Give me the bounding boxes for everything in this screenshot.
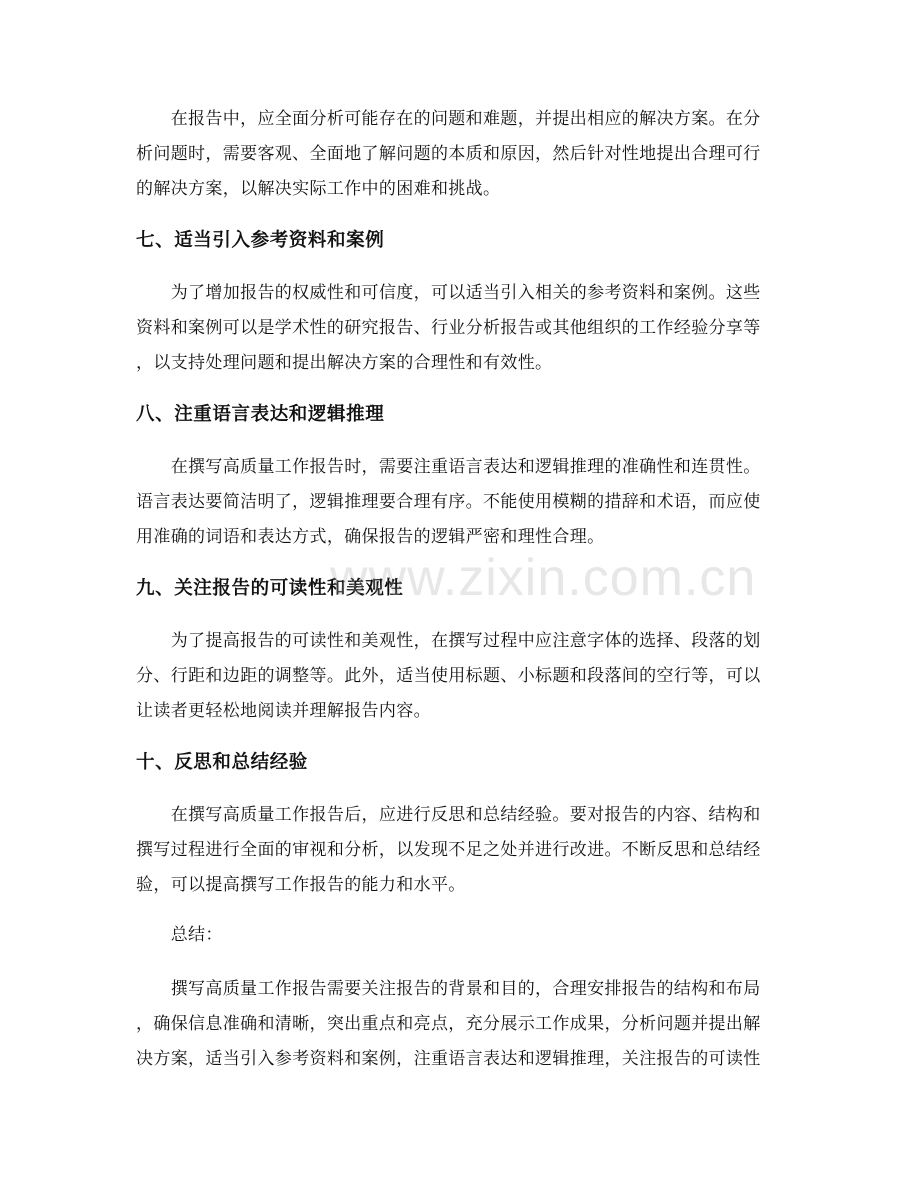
- paragraph-references: [136, 276, 792, 381]
- paragraph-line: 总结：: [136, 925, 223, 945]
- paragraph-line: 决方案，适当引入参考资料和案例，注重语言表达和逻辑推理，关注报告的可读性: [136, 1049, 761, 1069]
- heading-section-7: 七、适当引入参考资料和案例: [136, 230, 385, 251]
- paragraph-line: 撰写过程进行全面的审视和分析，以发现不足之处并进行改进。不断反思和总结经: [136, 840, 761, 860]
- paragraph-line: 在报告中，应全面分析可能存在的问题和难题，并提出相应的解决方案。在分: [136, 109, 761, 129]
- paragraph-line: 验，可以提高撰写工作报告的能力和水平。: [136, 875, 466, 895]
- heading-section-9: 九、关注报告的可读性和美观性: [136, 578, 404, 599]
- paragraph-line: ，确保信息准确和清晰，突出重点和亮点，充分展示工作成果，分析问题并提出解: [136, 1014, 761, 1034]
- paragraph-line: 语言表达要简洁明了，逻辑推理要合理有序。不能使用模糊的措辞和术语，而应使: [136, 492, 761, 512]
- paragraph-line: 分、行距和边距的调整等。此外，适当使用标题、小标题和段落间的空行等，可以: [136, 666, 761, 686]
- paragraph-line: 的解决方案，以解决实际工作中的困难和挑战。: [136, 179, 501, 199]
- paragraph-line: 为了增加报告的权威性和可信度，可以适当引入相关的参考资料和案例。这些: [136, 283, 761, 303]
- paragraph-line: 资料和案例可以是学术性的研究报告、行业分析报告或其他组织的工作经验分享等: [136, 318, 761, 338]
- paragraph-line: 撰写高质量工作报告需要关注报告的背景和目的，合理安排报告的结构和布局: [136, 979, 761, 999]
- paragraph-summary-label: [136, 918, 792, 953]
- watermark: www.zixin.com.cn: [330, 549, 757, 607]
- paragraph-line: ，以支持处理问题和提出解决方案的合理性和有效性。: [136, 353, 553, 373]
- paragraph-line: 在撰写高质量工作报告后，应进行反思和总结经验。要对报告的内容、结构和: [136, 805, 761, 825]
- paragraph-line: 为了提高报告的可读性和美观性，在撰写过程中应注意字体的选择、段落的划: [136, 631, 761, 651]
- paragraph-reflection: [136, 798, 792, 903]
- paragraph-language-logic: [136, 450, 792, 555]
- heading-section-10: 十、反思和总结经验: [136, 752, 308, 773]
- heading-section-8: 八、注重语言表达和逻辑推理: [136, 404, 385, 425]
- paragraph-line: 让读者更轻松地阅读并理解报告内容。: [136, 701, 431, 721]
- paragraph-summary: [136, 972, 792, 1077]
- paragraph-line: 析问题时，需要客观、全面地了解问题的本质和原因，然后针对性地提出合理可行: [136, 144, 761, 164]
- paragraph-line: 在撰写高质量工作报告时，需要注重语言表达和逻辑推理的准确性和连贯性。: [136, 457, 761, 477]
- paragraph-problem-analysis: [136, 102, 792, 207]
- paragraph-readability: [136, 624, 792, 729]
- paragraph-line: 用准确的词语和表达方式，确保报告的逻辑严密和理性合理。: [136, 527, 605, 547]
